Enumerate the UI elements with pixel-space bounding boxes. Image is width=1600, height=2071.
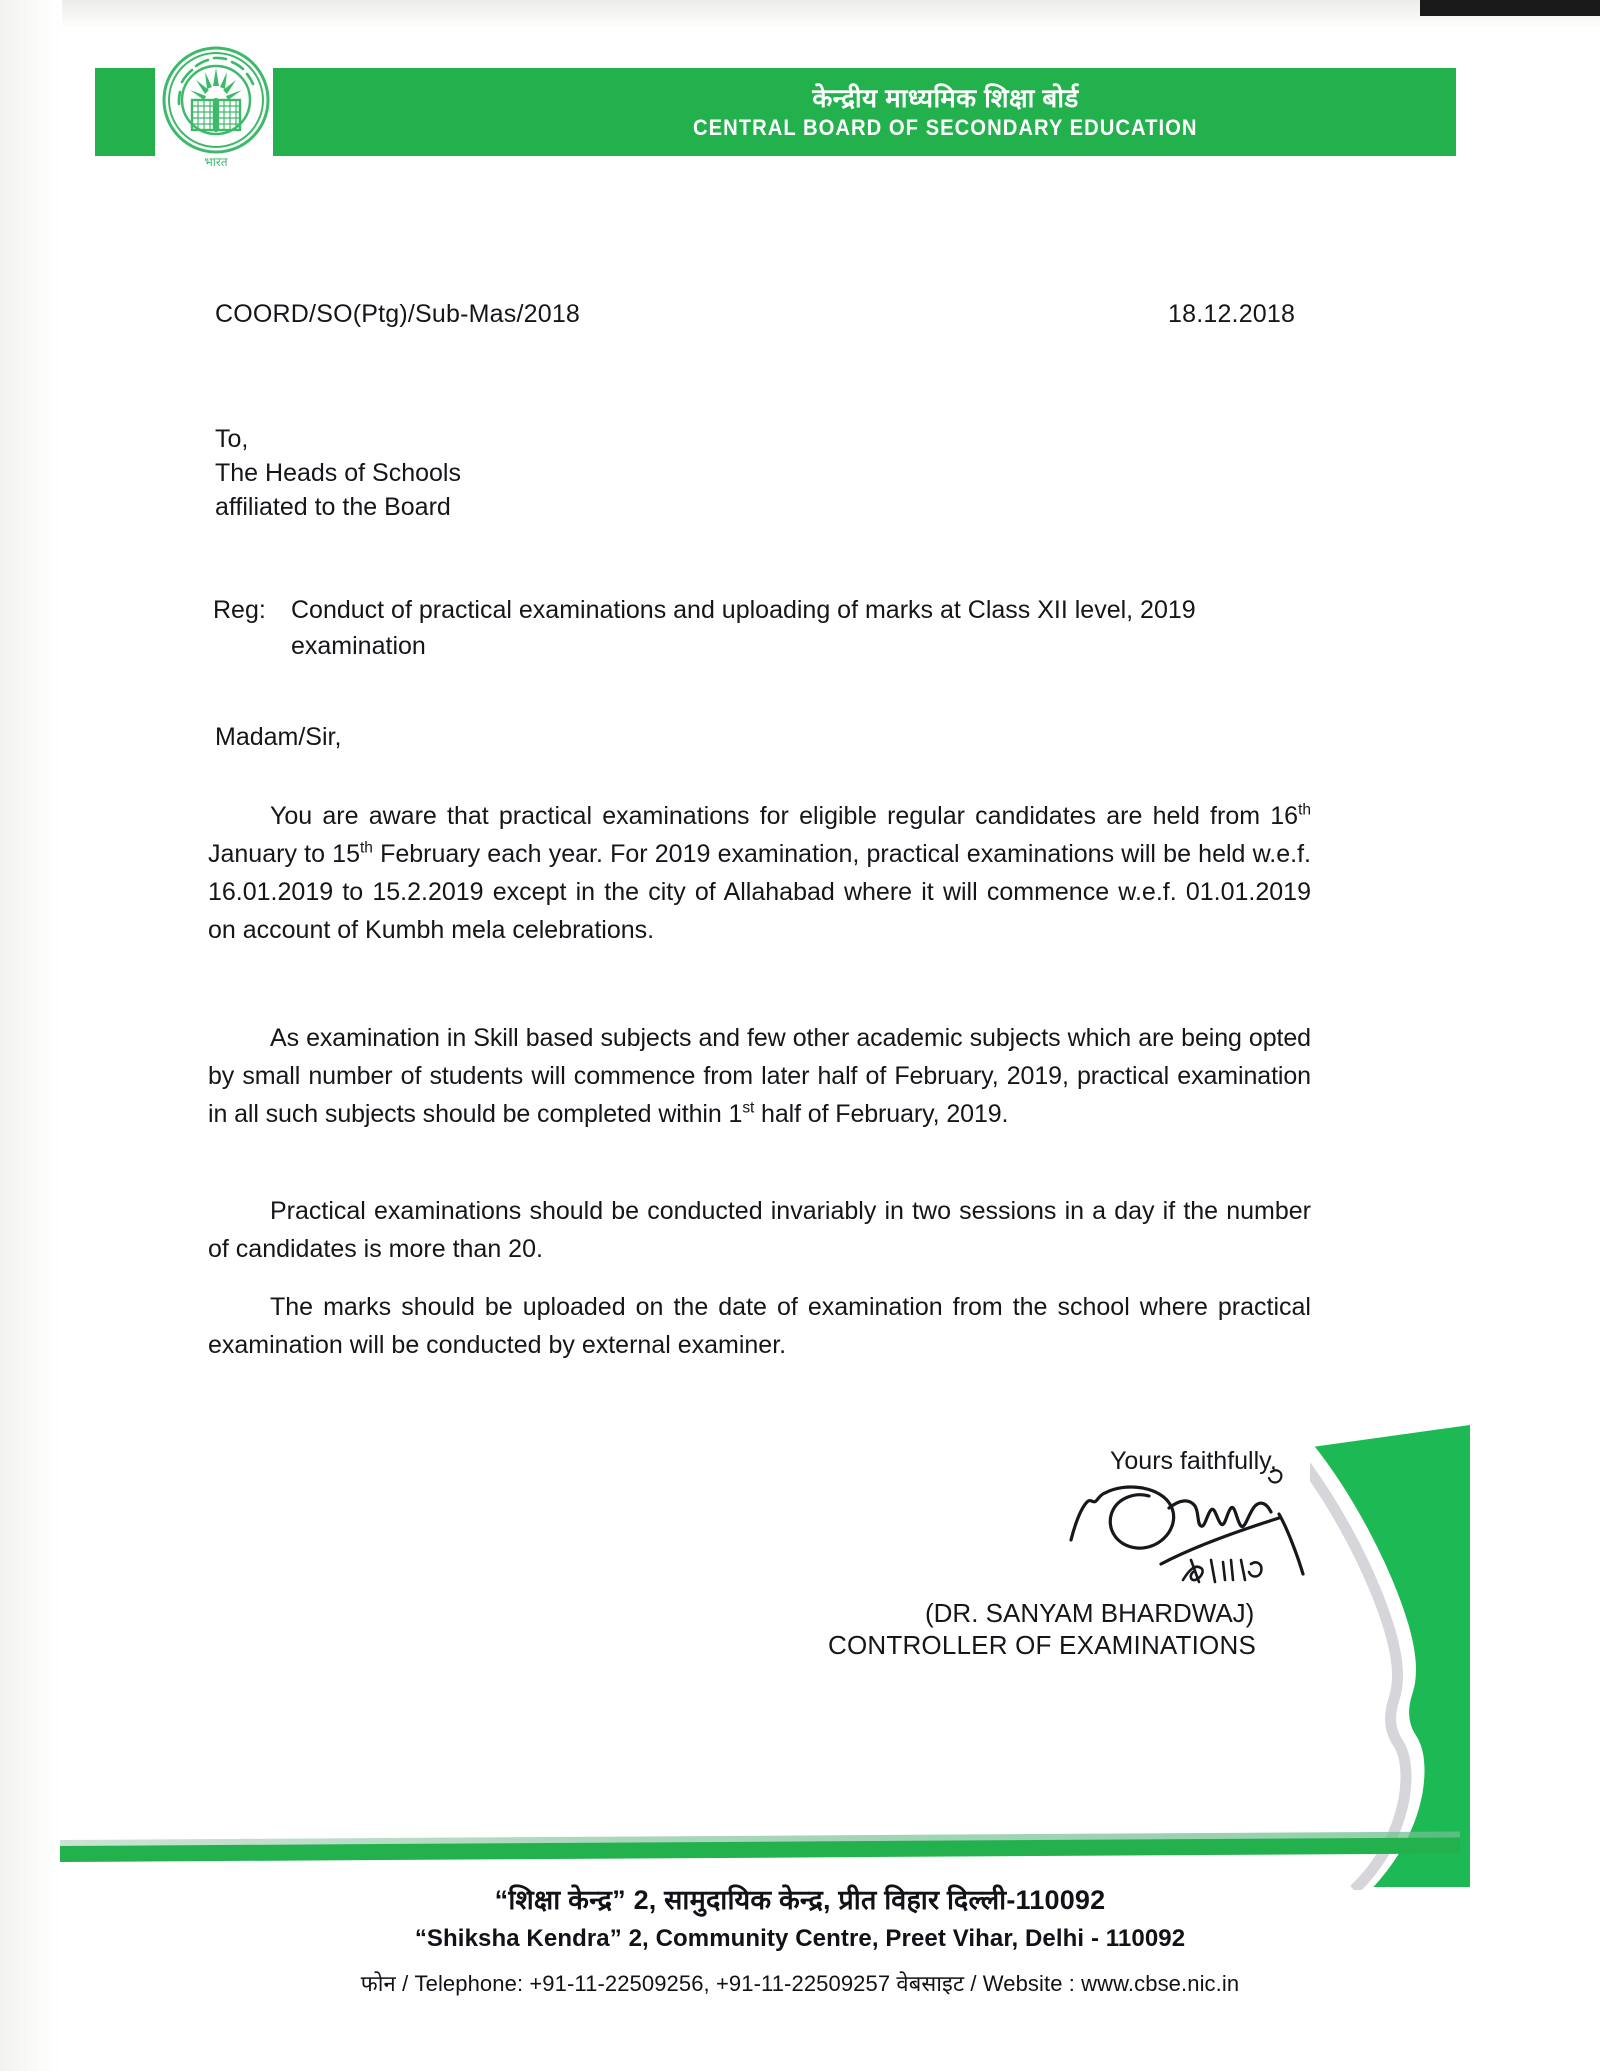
- letterhead-band: [95, 68, 1456, 156]
- scan-corner-artifact: [1420, 0, 1600, 16]
- svg-text:भारत: भारत: [204, 155, 228, 169]
- subject-text: Conduct of practical examinations and uploading of marks at Class XII level, 2019 examination: [291, 596, 1196, 660]
- addressee-block: [215, 422, 461, 524]
- paragraph-2-part-b: half of February, 2019.: [754, 1100, 1009, 1128]
- subject-block: [213, 592, 1313, 664]
- scan-edge-top: [0, 0, 1600, 26]
- scan-edge-left: [0, 0, 62, 2071]
- paragraph-1-superscript-1: th: [1298, 801, 1311, 819]
- addressee-to-label: To,: [215, 425, 249, 453]
- body-paragraph-1: [208, 797, 1311, 949]
- body-paragraph-2: [208, 1019, 1311, 1133]
- reference-number: COORD/SO(Ptg)/Sub-Mas/2018: [215, 300, 581, 328]
- footer-block: [0, 1880, 1600, 2004]
- addressee-line-2: affiliated to the Board: [215, 493, 451, 521]
- letterhead-titles: [95, 68, 1456, 156]
- footer-address-english: “Shiksha Kendra” 2, Community Centre, Preet Vihar, Delhi - 110092: [414, 1925, 1186, 1952]
- paragraph-1-superscript-2: th: [359, 839, 373, 857]
- cbse-emblem-icon: [160, 42, 272, 174]
- decorative-green-swoosh: [1310, 1425, 1470, 1890]
- paragraph-1-part-b: January to 15: [208, 840, 360, 868]
- letter-date: 18.12.2018: [1168, 300, 1296, 328]
- signatory-name: (DR. SANYAM BHARDWAJ): [925, 1598, 1255, 1628]
- body-paragraph-3: Practical examinations should be conducted invariably in two sessions in a day if the number of candidates is more than 20.: [208, 1197, 1311, 1263]
- footer-contact-line: फोन / Telephone: +91-11-22509256, +91-11-22509257 वेबसाइट / Website : www.cbse.nic.in: [360, 1971, 1240, 1996]
- signatory-designation: CONTROLLER OF EXAMINATIONS: [828, 1630, 1256, 1660]
- paragraph-1-part-c: February each year. For 2019 examination, practical examinations will be held w.e.f. 16.01.2019 to 15.2.2019 except in the city of Allahabad where it will commence w.e.f. 01.01.2019 on account of Kumbh mela celebrations.: [208, 840, 1311, 944]
- board-title-hindi: केन्द्रीय माध्यमिक शिक्षा बोर्ड: [812, 82, 1079, 113]
- addressee-line-1: The Heads of Schools: [215, 459, 461, 487]
- footer-address-hindi: “शिक्षा केन्द्र” 2, सामुदायिक केन्द्र, प्रीत विहार दिल्ली-110092: [494, 1885, 1106, 1915]
- closing-salutation: Yours faithfully,: [1110, 1447, 1277, 1475]
- paragraph-2-part-a: As examination in Skill based subjects and few other academic subjects which are being opted by small number of students will commence from later half of February, 2019, practical examination in all such subjects should be completed within 1: [208, 1024, 1311, 1128]
- salutation: Madam/Sir,: [215, 723, 342, 751]
- subject-label: Reg:: [213, 596, 266, 624]
- paragraph-1-part-a: You are aware that practical examinations for eligible regular candidates are held from 16: [270, 802, 1299, 830]
- body-paragraph-4: The marks should be uploaded on the date of examination from the school where practical examination will be conducted by external examiner.: [208, 1293, 1311, 1359]
- paragraph-2-superscript: st: [742, 1099, 755, 1117]
- board-title-english: CENTRAL BOARD OF SECONDARY EDUCATION: [693, 115, 1198, 141]
